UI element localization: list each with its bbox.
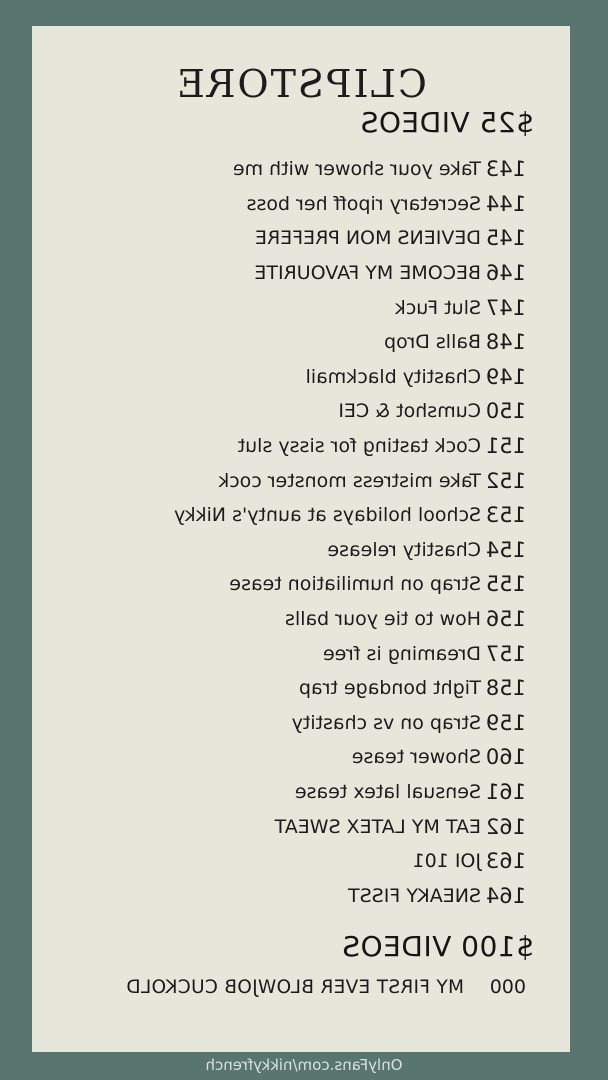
video-title: BECOME MY FAVOURITE bbox=[254, 262, 481, 285]
section-heading-100: $100 VIDEOS bbox=[341, 930, 534, 963]
video-number: 000 bbox=[489, 976, 526, 998]
video-number: 160 bbox=[485, 745, 526, 770]
page-title: CLIPSTORE bbox=[175, 62, 427, 106]
list-item bbox=[174, 360, 526, 395]
video-number: 152 bbox=[485, 468, 526, 493]
list-item bbox=[174, 325, 526, 360]
video-number: 151 bbox=[485, 434, 526, 459]
video-number: 163 bbox=[485, 849, 526, 874]
section-heading-25: $25 VIDEOS bbox=[360, 106, 534, 139]
video-title: Balls Drop bbox=[384, 331, 481, 354]
list-item bbox=[174, 152, 526, 187]
video-title: Tight bondage trap bbox=[298, 677, 481, 700]
list-item bbox=[174, 187, 526, 222]
list-item bbox=[174, 221, 526, 256]
list-item bbox=[174, 394, 526, 429]
video-number: 147 bbox=[485, 295, 526, 320]
video-title: Shower tease bbox=[351, 746, 481, 769]
video-title: Dreaming is free bbox=[323, 642, 481, 665]
video-title: How to tie your balls bbox=[285, 608, 481, 631]
video-number: 155 bbox=[485, 572, 526, 597]
video-number: 149 bbox=[485, 364, 526, 389]
list-item bbox=[174, 878, 526, 913]
video-number: 145 bbox=[485, 226, 526, 251]
list-item bbox=[174, 636, 526, 671]
list-item bbox=[174, 809, 526, 844]
video-title: Secretary ripoff her boss bbox=[246, 192, 481, 215]
video-title: MY FIRST EVER BLOWJOB CUCKOLD bbox=[126, 976, 464, 998]
video-number: 144 bbox=[485, 191, 526, 216]
list-item bbox=[174, 256, 526, 291]
list-item bbox=[174, 706, 526, 741]
video-title: Chastity release bbox=[327, 538, 481, 561]
list-item bbox=[174, 567, 526, 602]
video-number: 146 bbox=[485, 261, 526, 286]
list-item bbox=[174, 740, 526, 775]
video-number: 156 bbox=[485, 607, 526, 632]
video-title: Chastity blackmail bbox=[305, 365, 481, 388]
video-number: 153 bbox=[485, 503, 526, 528]
video-title: Cumshot & CEI bbox=[338, 400, 481, 423]
video-number: 158 bbox=[485, 676, 526, 701]
list-item bbox=[174, 463, 526, 498]
list-item bbox=[174, 533, 526, 568]
list-item bbox=[174, 844, 526, 879]
list-item bbox=[174, 290, 526, 325]
list-item bbox=[174, 775, 526, 810]
video-number: 161 bbox=[485, 779, 526, 804]
video-title: EAT MY LATEX SWEAT bbox=[274, 815, 481, 838]
video-number: 154 bbox=[485, 537, 526, 562]
list-item-special bbox=[126, 976, 526, 998]
video-title: DEVIENS MON PREFERE bbox=[255, 227, 481, 250]
list-item bbox=[174, 498, 526, 533]
video-title: Cock tasting for sissy slut bbox=[237, 435, 481, 458]
video-title: Take mistress monster cock bbox=[218, 469, 481, 492]
video-number: 148 bbox=[485, 330, 526, 355]
video-number: 157 bbox=[485, 641, 526, 666]
list-item bbox=[174, 429, 526, 464]
video-number: 143 bbox=[485, 157, 526, 182]
video-title: Strap on humiliation tease bbox=[229, 573, 481, 596]
video-number: 162 bbox=[485, 814, 526, 839]
video-number: 159 bbox=[485, 710, 526, 735]
video-title: Slut Fuck bbox=[394, 296, 481, 319]
video-title: Sensual latex tease bbox=[294, 780, 481, 803]
video-number: 164 bbox=[485, 883, 526, 908]
video-list-25 bbox=[174, 152, 526, 913]
list-item bbox=[174, 671, 526, 706]
price-card bbox=[32, 26, 570, 1052]
watermark: OnlyFans.com/nikkyfrench bbox=[205, 1056, 403, 1074]
video-number: 150 bbox=[485, 399, 526, 424]
video-title: Strap on vs chastity bbox=[291, 711, 481, 734]
video-title: JOI 101 bbox=[412, 850, 481, 873]
video-title: Take your shower with me bbox=[232, 158, 481, 181]
video-title: School holidays at aunty's Nikky bbox=[173, 504, 481, 527]
video-title: SNEAKY FISST bbox=[348, 884, 481, 907]
list-item bbox=[174, 602, 526, 637]
